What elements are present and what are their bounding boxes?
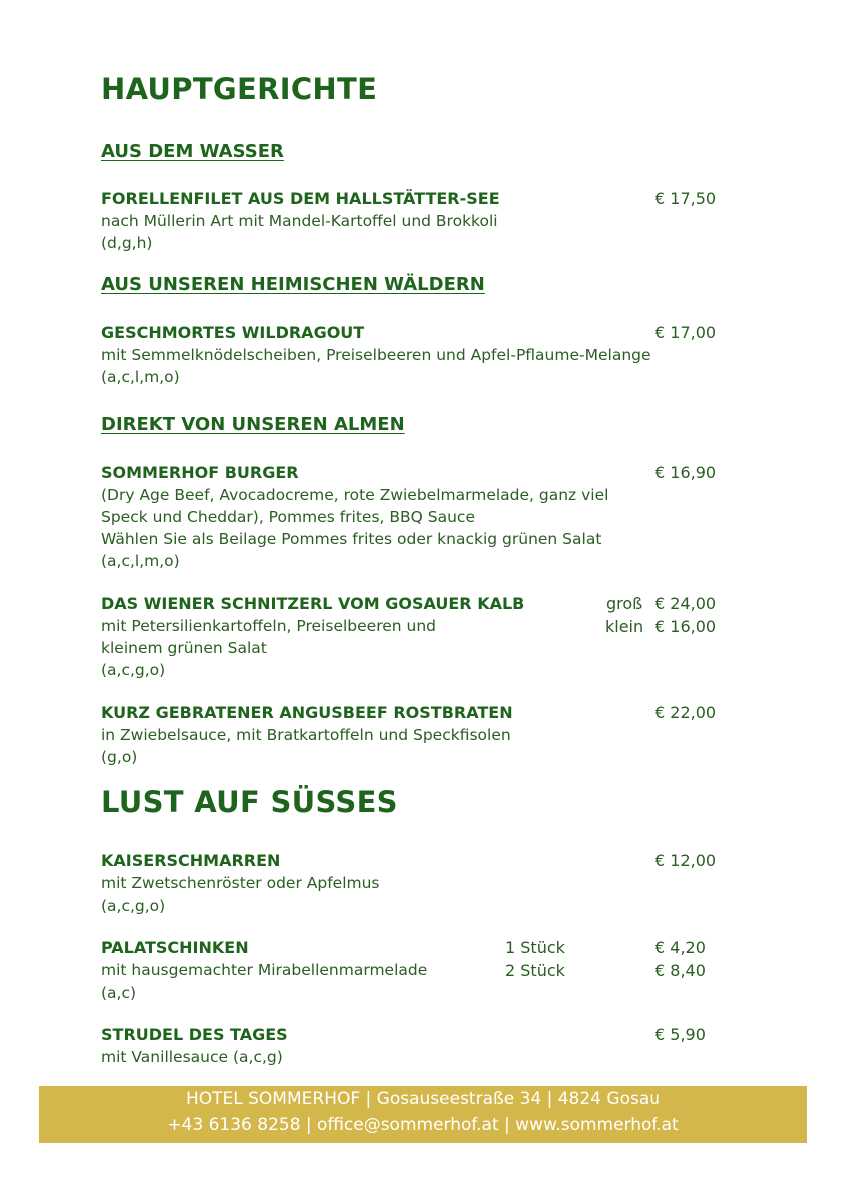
dish-price: € 12,00 [655, 851, 717, 870]
dish-name: KAISERSCHMARREN [101, 851, 281, 870]
subsection-title-wasser: AUS DEM WASSER [101, 141, 284, 162]
dish-description: mit Semmelknödelscheiben, Preiselbeeren und Apfel-Pflaume-Melange [101, 346, 651, 364]
dish-allergens: (a,c,g,o) [101, 661, 166, 679]
dish-description: mit hausgemachter Mirabellenmarmelade [101, 961, 428, 979]
section-title-suesses: LUST AUF SÜSSES [101, 785, 398, 819]
dish-allergens: (g,o) [101, 748, 138, 766]
dish-price: € 16,00 [655, 617, 717, 636]
dish-name: GESCHMORTES WILDRAGOUT [101, 323, 365, 342]
dish-description-line: Speck und Cheddar), Pommes frites, BBQ Sauce [101, 508, 475, 526]
subsection-title-waeldern: AUS UNSEREN HEIMISCHEN WÄLDERN [101, 274, 485, 295]
dish-name: KURZ GEBRATENER ANGUSBEEF ROSTBRATEN [101, 703, 513, 722]
dish-allergens: (a,c,g,o) [101, 897, 166, 915]
dish-name: DAS WIENER SCHNITZERL VOM GOSAUER KALB [101, 594, 525, 613]
dish-allergens: (d,g,h) [101, 234, 153, 252]
section-title-hauptgerichte: HAUPTGERICHTE [101, 72, 378, 106]
dish-description: mit Vanillesauce (a,c,g) [101, 1048, 283, 1066]
dish-description-line: (Dry Age Beef, Avocadocreme, rote Zwiebelmarmelade, ganz viel [101, 486, 609, 504]
dish-price: € 5,90 [655, 1025, 706, 1044]
footer-address: HOTEL SOMMERHOF | Gosauseestraße 34 | 4824 Gosau [185, 1089, 661, 1109]
dish-price: € 22,00 [655, 703, 717, 722]
dish-name: FORELLENFILET AUS DEM HALLSTÄTTER-SEE [101, 189, 500, 208]
dish-price: € 4,20 [655, 938, 706, 957]
dish-price: € 16,90 [655, 463, 717, 482]
footer-contact: +43 6136 8258 | office@sommerhof.at | www.sommerhof.at [167, 1115, 679, 1135]
price-quantity-label: 1 Stück [505, 938, 565, 957]
dish-description: mit Zwetschenröster oder Apfelmus [101, 874, 380, 892]
dish-name: SOMMERHOF BURGER [101, 463, 299, 482]
dish-description-line: kleinem grünen Salat [101, 639, 267, 657]
dish-price: € 17,00 [655, 323, 717, 342]
price-quantity-label: 2 Stück [505, 961, 565, 980]
dish-allergens: (a,c) [101, 984, 137, 1002]
footer-bar [39, 1086, 807, 1143]
dish-allergens: (a,c,l,m,o) [101, 368, 180, 386]
dish-description-line: Wählen Sie als Beilage Pommes frites oder knackig grünen Salat [101, 530, 602, 548]
subsection-title-almen: DIREKT VON UNSEREN ALMEN [101, 414, 405, 435]
dish-price: € 24,00 [655, 594, 717, 613]
dish-price: € 17,50 [655, 189, 717, 208]
dish-description-line: mit Petersilienkartoffeln, Preiselbeeren und [101, 617, 436, 635]
dish-description: in Zwiebelsauce, mit Bratkartoffeln und Speckfisolen [101, 726, 511, 744]
dish-description: nach Müllerin Art mit Mandel-Kartoffel und Brokkoli [101, 212, 498, 230]
dish-name: STRUDEL DES TAGES [101, 1025, 288, 1044]
dish-price: € 8,40 [655, 961, 706, 980]
dish-name: PALATSCHINKEN [101, 938, 249, 957]
price-size-label: klein [605, 617, 644, 636]
price-size-label: groß [606, 594, 643, 613]
dish-allergens: (a,c,l,m,o) [101, 552, 180, 570]
